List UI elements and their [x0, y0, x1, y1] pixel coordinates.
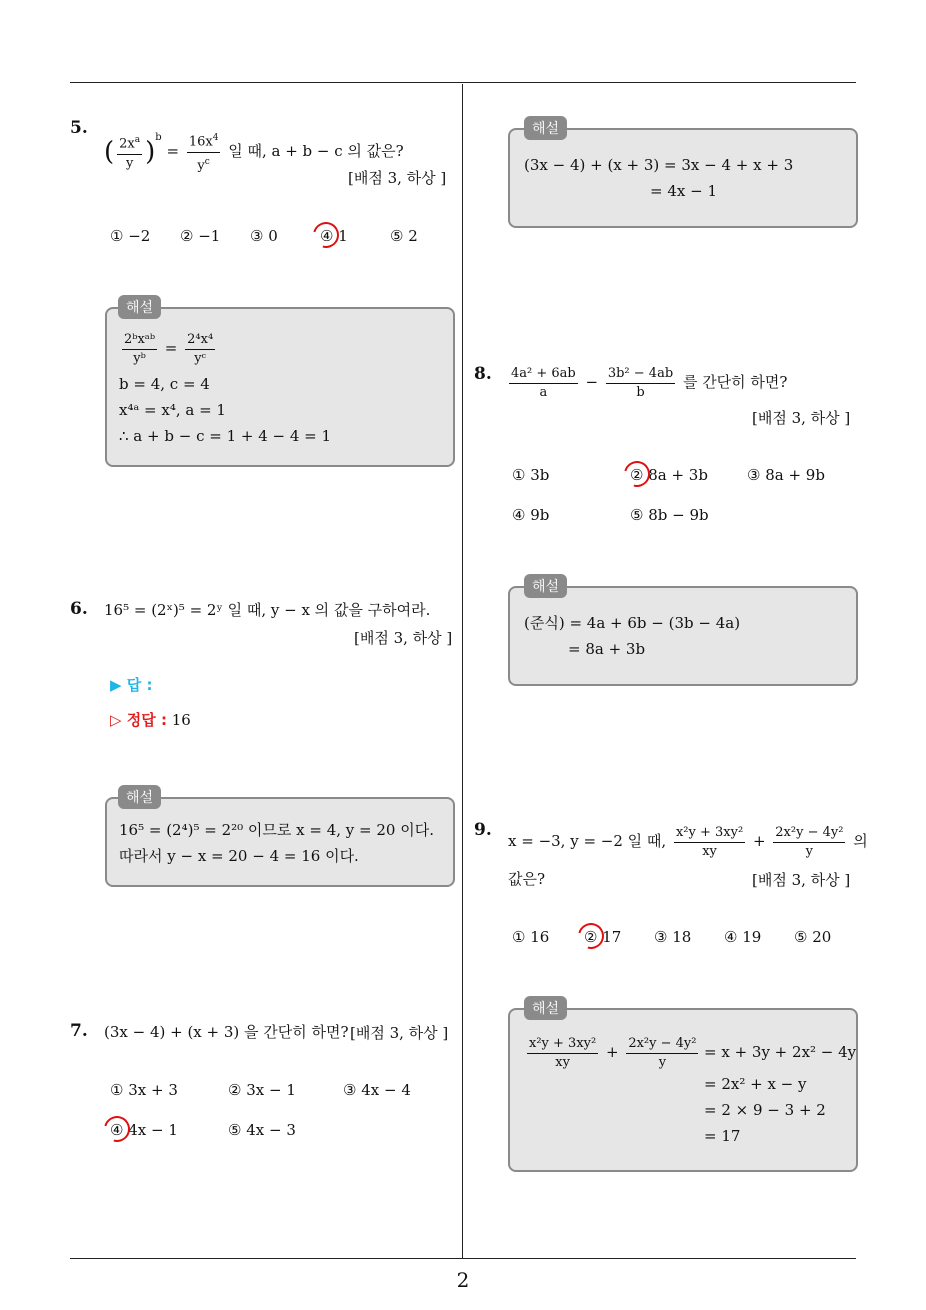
bottom-rule [70, 1258, 856, 1259]
q9-option-2[interactable]: ② 17 [584, 928, 622, 946]
q9-option-5[interactable]: ⑤ 20 [794, 928, 832, 946]
q9-solution-line-1: = x + 3y + 2x² − 4y [704, 1043, 857, 1061]
q5-solution-tag: 해설 [118, 295, 161, 319]
q8-option-2[interactable]: ② 8a + 3b [630, 466, 708, 484]
q5-solution-line-2: x⁴ᵃ = x⁴, a = 1 [119, 401, 226, 419]
q5-option-1[interactable]: ① −2 [110, 227, 151, 245]
q9-option-3[interactable]: ③ 18 [654, 928, 692, 946]
q9-option-1[interactable]: ① 16 [512, 928, 550, 946]
q9-solution-fraction: $\frac{\text{x²y + 3xy²}}{xy}$ + $\frac{\text{2x²y − 4y²}}{y}$ [529, 1035, 697, 1070]
q5-solution-line-1: b = 4, c = 4 [119, 375, 210, 393]
q6-solution-box [105, 797, 455, 887]
q9-solution-line-4: = 17 [704, 1127, 741, 1145]
question-9-number: 9. [474, 820, 492, 840]
answer-mark-icon [619, 456, 655, 492]
q7-option-5[interactable]: ⑤ 4x − 3 [228, 1121, 296, 1139]
q8-solution-box [508, 586, 858, 686]
q8-solution-line-1: (준식) = 4a + 6b − (3b − 4a) [524, 614, 741, 632]
q8-option-5[interactable]: ⑤ 8b − 9b [630, 506, 709, 524]
answer-prompt: ▶ 답 : [110, 676, 153, 694]
q9-solution-box [508, 1008, 858, 1172]
q7-option-3[interactable]: ③ 4x − 4 [343, 1081, 411, 1099]
top-rule [70, 82, 856, 83]
q6-solution-line-1: 16⁵ = (2⁴)⁵ = 2²⁰ 이므로 x = 4, y = 20 이다. [119, 821, 434, 839]
question-6-text: 16⁵ = (2ˣ)⁵ = 2ʸ 일 때, y − x 의 값을 구하여라. [104, 601, 431, 619]
q5-solution-line-3: ∴ a + b − c = 1 + 4 − 4 = 1 [119, 427, 332, 445]
q7-solution-box [508, 128, 858, 228]
question-9-score: [배점 3, 하상 ] [752, 871, 851, 889]
page-number: 2 [456, 1268, 470, 1292]
q5-option-2[interactable]: ② −1 [180, 227, 221, 245]
q5-option-3[interactable]: ③ 0 [250, 227, 278, 245]
question-7-number: 7. [70, 1021, 88, 1041]
question-6-score: [배점 3, 하상 ] [354, 629, 453, 647]
q7-solution-line-2: = 4x − 1 [650, 182, 717, 200]
q7-solution-tag: 해설 [524, 116, 567, 140]
q9-option-4[interactable]: ④ 19 [724, 928, 762, 946]
answer-mark-icon [99, 1111, 135, 1147]
q7-option-4[interactable]: ④ 4x − 1 [110, 1121, 178, 1139]
q5-solution-fraction: $\frac{\text{2ᵇxᵃᵇ}}{\text{yᵇ}}$ = $\frac{\text{2⁴x⁴}}{\text{yᶜ}}$ [124, 331, 214, 366]
q6-solution-tag: 해설 [118, 785, 161, 809]
q6-solution-line-2: 따라서 y − x = 20 − 4 = 16 이다. [119, 847, 359, 865]
q8-solution-tag: 해설 [524, 574, 567, 598]
q9-solution-tag: 해설 [524, 996, 567, 1020]
q5-option-4[interactable]: ④ 1 [320, 227, 348, 245]
q9-solution-line-2: = 2x² + x − y [704, 1075, 807, 1093]
question-8-number: 8. [474, 364, 492, 384]
q7-option-1[interactable]: ① 3x + 3 [110, 1081, 178, 1099]
question-9-text: x = −3, y = −2 일 때, $\frac{\text{x²y + 3xy²}}{xy}$ + $\frac{\text{2x²y − 4y²}}{y}$ 의 [508, 824, 868, 859]
q8-option-3[interactable]: ③ 8a + 9b [747, 466, 825, 484]
q5-option-5[interactable]: ⑤ 2 [390, 227, 418, 245]
q8-option-1[interactable]: ① 3b [512, 466, 550, 484]
question-7-score: [배점 3, 하상 ] [350, 1024, 449, 1042]
q7-option-2[interactable]: ② 3x − 1 [228, 1081, 296, 1099]
column-divider [462, 84, 463, 1259]
q8-option-4[interactable]: ④ 9b [512, 506, 550, 524]
question-7-text: (3x − 4) + (x + 3) 을 간단히 하면? [104, 1023, 349, 1041]
question-8-score: [배점 3, 하상 ] [752, 409, 851, 427]
q8-solution-line-2: = 8a + 3b [568, 640, 646, 658]
question-5-number: 5. [70, 118, 88, 138]
answer-mark-icon [573, 918, 609, 954]
answer-mark-icon [308, 217, 344, 253]
q7-solution-line-1: (3x − 4) + (x + 3) = 3x − 4 + x + 3 [524, 156, 794, 174]
question-6-number: 6. [70, 599, 88, 619]
question-5-score: [배점 3, 하상 ] [348, 169, 447, 187]
correct-answer: ▷ 정답 : 16 [110, 711, 191, 729]
question-5-text: ( $\frac{2x^a}{y}$ )$^b$ = $\frac{16x^4}{y^c}$ 일 때, a + b − c 의 값은? [104, 118, 404, 175]
q5-solution-box [105, 307, 455, 467]
q9-solution-line-3: = 2 × 9 − 3 + 2 [704, 1101, 826, 1119]
question-9-text-line2: 값은? [508, 870, 546, 888]
question-8-text: $\frac{\text{4a² + 6ab}}{a}$ − $\frac{\text{3b² − 4ab}}{b}$ 를 간단히 하면? [511, 365, 788, 400]
